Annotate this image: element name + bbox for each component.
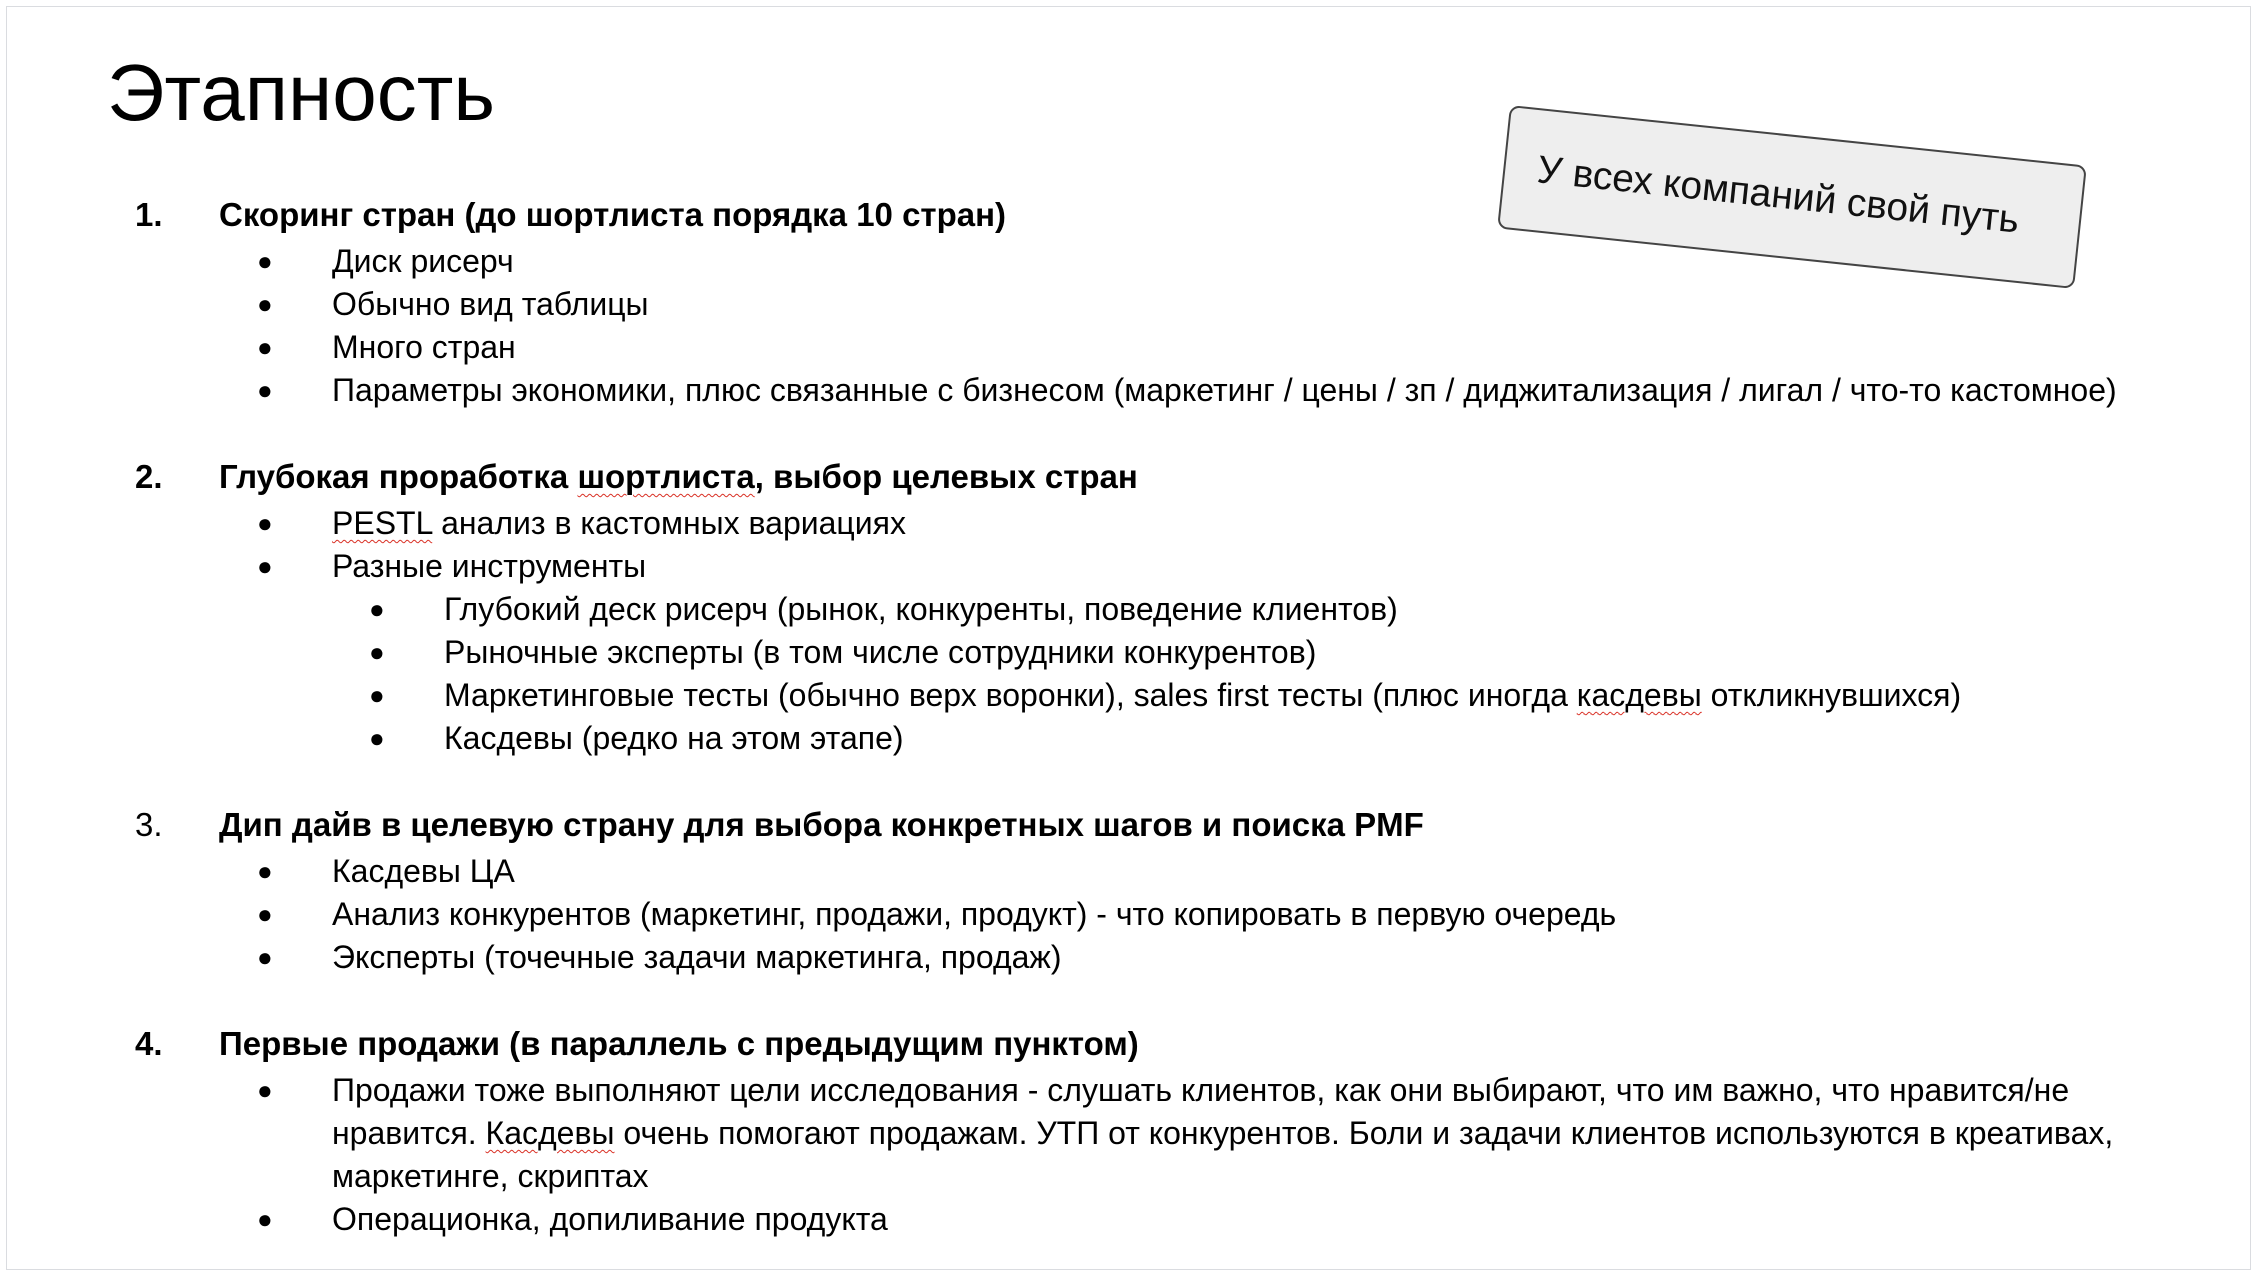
bullet-icon: ● — [257, 1204, 273, 1234]
spellcheck-word: шортлиста — [577, 458, 755, 495]
step-number: 2. — [135, 458, 163, 495]
bullet-icon: ● — [369, 637, 385, 667]
list-item: Обычно вид таблицы — [332, 286, 649, 322]
step-heading: Первые продажи (в параллель с предыдущим пунктом) — [219, 1025, 1139, 1062]
list-item: Диск рисерч — [332, 243, 514, 279]
list-item: Операционка, допиливание продукта — [332, 1201, 888, 1237]
bullet-icon: ● — [257, 508, 273, 538]
bullet-icon: ● — [369, 723, 385, 753]
spellcheck-word: касдевы — [1576, 677, 1702, 713]
bullet-icon: ● — [257, 246, 273, 276]
list-item: Касдевы ЦА — [332, 853, 515, 889]
step-number: 3. — [135, 806, 163, 843]
bullet-icon: ● — [369, 680, 385, 710]
step-heading: Дип дайв в целевую страну для выбора конкретных шагов и поиска PMF — [219, 806, 1424, 843]
sub-list-item: Рыночные эксперты (в том числе сотрудники конкурентов) — [444, 634, 1317, 670]
step-heading: Скоринг стран (до шортлиста порядка 10 стран) — [219, 196, 1007, 233]
spellcheck-word: PESTL — [332, 505, 433, 541]
sticky-note — [1497, 105, 2087, 289]
bullet-icon: ● — [369, 594, 385, 624]
bullet-icon: ● — [257, 899, 273, 929]
bullet-icon: ● — [257, 289, 273, 319]
spellcheck-word: Касдевы — [485, 1115, 615, 1151]
step-number: 1. — [135, 196, 163, 233]
list-item: Эксперты (точечные задачи маркетинга, продаж) — [332, 939, 1062, 975]
bullet-icon: ● — [257, 332, 273, 362]
sub-list-item: Глубокий деск рисерч (рынок, конкуренты, поведение клиентов) — [444, 591, 1398, 627]
step-heading: Глубокая проработка шортлиста, выбор целевых стран — [219, 458, 1138, 495]
list-item-line: маркетинге, скриптах — [332, 1158, 649, 1194]
list-item: Много стран — [332, 329, 516, 365]
bullet-icon: ● — [257, 942, 273, 972]
list-item: Разные инструменты — [332, 548, 647, 584]
list-item-line: Продажи тоже выполняют цели исследования - слушать клиентов, как они выбирают, что им важно, что нравится/не — [332, 1072, 2070, 1108]
list-item: Анализ конкурентов (маркетинг, продажи, продукт) - что копировать в первую очередь — [332, 896, 1617, 932]
bullet-icon: ● — [257, 856, 273, 886]
slide — [6, 6, 2251, 1270]
step-number: 4. — [135, 1025, 163, 1062]
list-item: PESTL анализ в кастомных вариациях — [332, 505, 906, 541]
bullet-icon: ● — [257, 551, 273, 581]
list-item-line: нравится. Касдевы очень помогают продажам. УТП от конкурентов. Боли и задачи клиентов используются в креативах, — [332, 1115, 2114, 1151]
sub-list-item: Касдевы (редко на этом этапе) — [444, 720, 904, 756]
bullet-icon: ● — [257, 1075, 273, 1105]
sub-list-item: Маркетинговые тесты (обычно верх воронки), sales first тесты (плюс иногда касдевы откликнувшихся) — [444, 677, 1962, 713]
slide-title: Этапность — [107, 48, 496, 137]
bullet-icon: ● — [257, 375, 273, 405]
list-item: Параметры экономики, плюс связанные с бизнесом (маркетинг / цены / зп / диджитализация / лигал / что-то кастомное) — [332, 372, 2117, 408]
sticky-note-text: У всех компаний свой путь — [1497, 105, 2087, 289]
